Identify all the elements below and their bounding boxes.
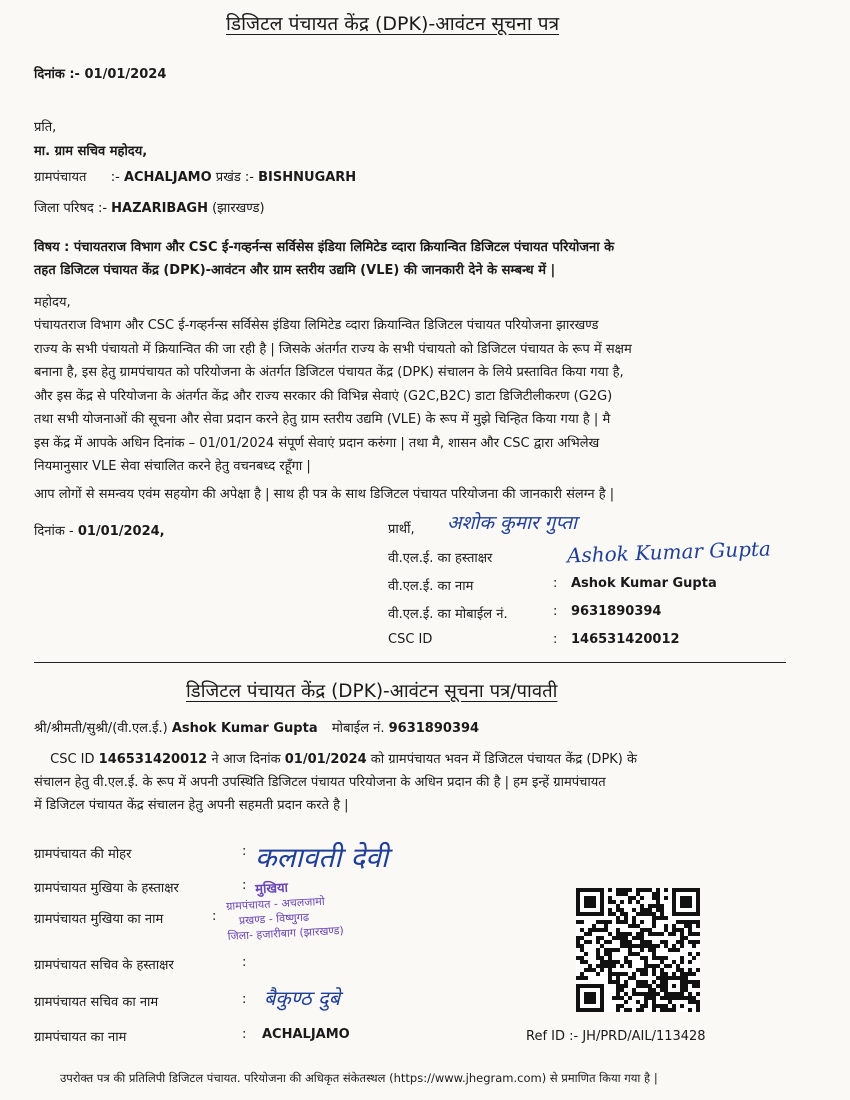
vle-mobile-label: वी.एल.ई. का मोबाईल नं. <box>388 607 508 622</box>
recipient: मा. ग्राम सचिव महोदय, <box>34 144 148 159</box>
closing-line: आप लोगों से समन्वय एवंम सहयोग की अपेक्षा है | साथ ही पत्र के साथ डिजिटल पंचायत परियोजना की जानकारी संलग्न है | <box>34 487 615 502</box>
date-label: दिनांक :- <box>34 67 80 82</box>
csc-row <box>553 632 680 647</box>
receipt-vle-name: Ashok Kumar Gupta <box>171 721 318 736</box>
applicant-label: प्रार्थी, <box>388 522 415 537</box>
csc-label: CSC ID <box>388 632 433 647</box>
date-value: 01/01/2024 <box>84 67 167 82</box>
applicant-date-value: 01/01/2024, <box>77 524 165 539</box>
mukhiya-name-sep: : <box>212 909 217 924</box>
receipt-intro-prefix: श्री/श्रीमती/सुश्री/(वी.एल.ई.) <box>34 721 168 736</box>
sachiv-name-label: ग्रामपंचायत सचिव का नाम <box>34 995 159 1010</box>
gp-name-label: ग्रामपंचायत का नाम <box>34 1030 127 1045</box>
body-line: राज्य के सभी पंचायतो में क्रियान्वित की जा रही है | जिसके अंतर्गत राज्य के सभी पंचायतो को डिजिटल पंचायत के रूप में सक्षम <box>34 341 632 357</box>
salutation: महोदय, <box>34 295 71 310</box>
seal-label: ग्रामपंचायत की मोहर <box>34 847 132 862</box>
receipt-text-2: को ग्रामपंचायत भवन में डिजिटल पंचायत केंद्र (DPK) के <box>370 752 637 767</box>
ref-id <box>526 1029 706 1044</box>
vle-name-sep: : <box>553 576 558 591</box>
vle-name-value: Ashok Kumar Gupta <box>571 576 717 591</box>
receipt-csc-value: 146531420012 <box>98 752 208 767</box>
vle-name-row <box>553 576 717 591</box>
gp-label: ग्रामपंचायत <box>34 170 87 185</box>
csc-value: 146531420012 <box>571 632 680 647</box>
body-line: पंचायतराज विभाग और CSC ई-गव्हर्नन्स सर्विसेस इंडिया लिमिटेड व्दारा क्रियान्वित डिजिटल पंचायत परियोजना झारखण्ड <box>34 318 599 333</box>
seal-sep: : <box>242 844 247 859</box>
district-value: HAZARIBAGH <box>111 201 208 216</box>
receipt-mobile: 9631890394 <box>388 721 480 736</box>
vle-mobile-row <box>553 604 661 619</box>
vle-sign-label: वी.एल.ई. का हस्ताक्षर <box>388 551 493 566</box>
footer-note: उपरोक्त पत्र की प्रतिलिपी डिजिटल पंचायत. परियोजना की अधिकृत संकेतस्थल (https://www.jhegram.com) से प्रमाणित किया गया है | <box>60 1071 658 1085</box>
stamp-line-2: ग्रामपंचायत - अचलजामो <box>225 894 326 913</box>
block-value: BISHNUGARH <box>258 170 357 185</box>
subject-line-1: विषय : पंचायतराज विभाग और CSC ई-गव्हर्नन्स सर्विसेस इंडिया लिमिटेड व्दारा क्रियान्वित डिजिटल पंचायत परियोजना के <box>34 240 615 255</box>
applicant-date <box>34 521 165 539</box>
to-label: प्रति, <box>34 120 57 135</box>
mukhiya-signature: कलावती देवी <box>255 841 389 874</box>
stamp-line-4: जिला- हजारीबाग (झारखण्ड) <box>227 923 345 943</box>
vle-mobile-sep: : <box>553 604 558 619</box>
mukhiya-name-label: ग्रामपंचायत मुखिया का नाम <box>34 912 164 927</box>
receipt-date: 01/01/2024 <box>284 752 367 767</box>
district-label: जिला परिषद :- <box>34 201 108 216</box>
sachiv-sign-label: ग्रामपंचायत सचिव के हस्ताक्षर <box>34 958 174 973</box>
district-state: (झारखण्ड) <box>212 201 265 216</box>
stamp-line-3: प्रखण्ड - विष्णुगढ <box>238 910 310 928</box>
body-paragraph <box>34 314 794 479</box>
subject-line-2: तहत डिजिटल पंचायत केंद्र (DPK)-आवंटन और ग्राम स्तरीय उद्यमि (VLE) की जानकारी देने के सम्बन्ध में | <box>34 263 556 278</box>
receipt-paragraph <box>34 748 814 817</box>
mukhiya-sign-sep: : <box>242 878 247 893</box>
section-divider <box>34 662 786 663</box>
gp-name-value: ACHALJAMO <box>262 1027 350 1042</box>
qr-code-icon <box>576 888 700 1012</box>
body-line: बनाना है, इस हेतु ग्रामपंचायत को परियोजना के अंतर्गत डिजिटल पंचायत केंद्र (DPK) संचालन के लिये प्रस्तावित किया गया है, <box>34 365 624 380</box>
sachiv-signature: बैकुण्ठ दुबे <box>264 986 341 1010</box>
applicant-signature-hindi: अशोक कुमार गुप्ता <box>447 512 577 534</box>
body-line: इस केंद्र में आपके अधिन दिनांक – 01/01/2024 संपूर्ण सेवाएं प्रदान करुंगा | तथा मै, शासन और CSC द्वारा अभिलेख <box>34 435 600 451</box>
receipt-text-1: ने आज दिनांक <box>211 752 281 767</box>
body-line: और इस केंद्र से परियोजना के अंतर्गत केंद्र और राज्य सरकार की विभिन्न सेवाएं (G2C,B2C) डाटा डिजिटीलीकरण (G2G) <box>34 388 613 404</box>
applicant-date-label: दिनांक - <box>34 524 74 539</box>
mukhiya-sign-label: ग्रामपंचायत मुखिया के हस्ताक्षर <box>34 881 179 896</box>
gp-stamp <box>225 878 344 944</box>
vle-mobile-value: 9631890394 <box>571 604 662 619</box>
receipt-line-3: में डिजिटल पंचायत केंद्र संचालन हेतु अपनी सहमती प्रदान करते है | <box>34 798 349 813</box>
ref-value: JH/PRD/AIL/113428 <box>582 1029 706 1044</box>
receipt-title: डिजिटल पंचायत केंद्र (DPK)-आवंटन सूचना पत्र/पावती <box>186 681 558 702</box>
receipt-line-1 <box>34 748 814 771</box>
ref-label: Ref ID :- <box>526 1029 579 1044</box>
gp-line <box>34 167 356 185</box>
page-title: डिजिटल पंचायत केंद्र (DPK)-आवंटन सूचना पत्र <box>226 13 560 35</box>
receipt-csc-prefix: CSC ID <box>50 752 95 767</box>
gp-value: ACHALJAMO <box>123 170 212 185</box>
body-line: नियमानुसार VLE सेवा संचालित करने हेतु वचनबध्द रहूँगा | <box>34 459 311 474</box>
gp-sep: :- <box>110 170 120 185</box>
receipt-line-2: संचालन हेतु वी.एल.ई. के रूप में अपनी उपस्थिति डिजिटल पंचायत परियोजना के अधिन प्रदान की है | हम इन्हें ग्रामपंचायत <box>34 775 606 790</box>
csc-sep: : <box>553 632 558 647</box>
block-label: प्रखंड :- <box>215 170 254 185</box>
vle-signature-english: Ashok Kumar Gupta <box>566 536 772 568</box>
stamp-line-1: मुखिया <box>254 880 289 898</box>
district-line <box>34 198 265 216</box>
body-line: तथा सभी योजनाओं की सूचना और सेवा प्रदान करने हेतु ग्राम स्तरीय उद्यमि (VLE) के रूप में मुझे चिन्हित किया गया है | मै <box>34 412 611 427</box>
vle-name-label: वी.एल.ई. का नाम <box>388 579 474 594</box>
receipt-mobile-label: मोबाईल नं. <box>331 721 385 736</box>
gp-name-sep: : <box>242 1027 247 1042</box>
receipt-intro <box>34 718 479 736</box>
sachiv-sign-sep: : <box>242 955 247 970</box>
letter-date <box>34 64 166 82</box>
sachiv-name-sep: : <box>242 992 247 1007</box>
